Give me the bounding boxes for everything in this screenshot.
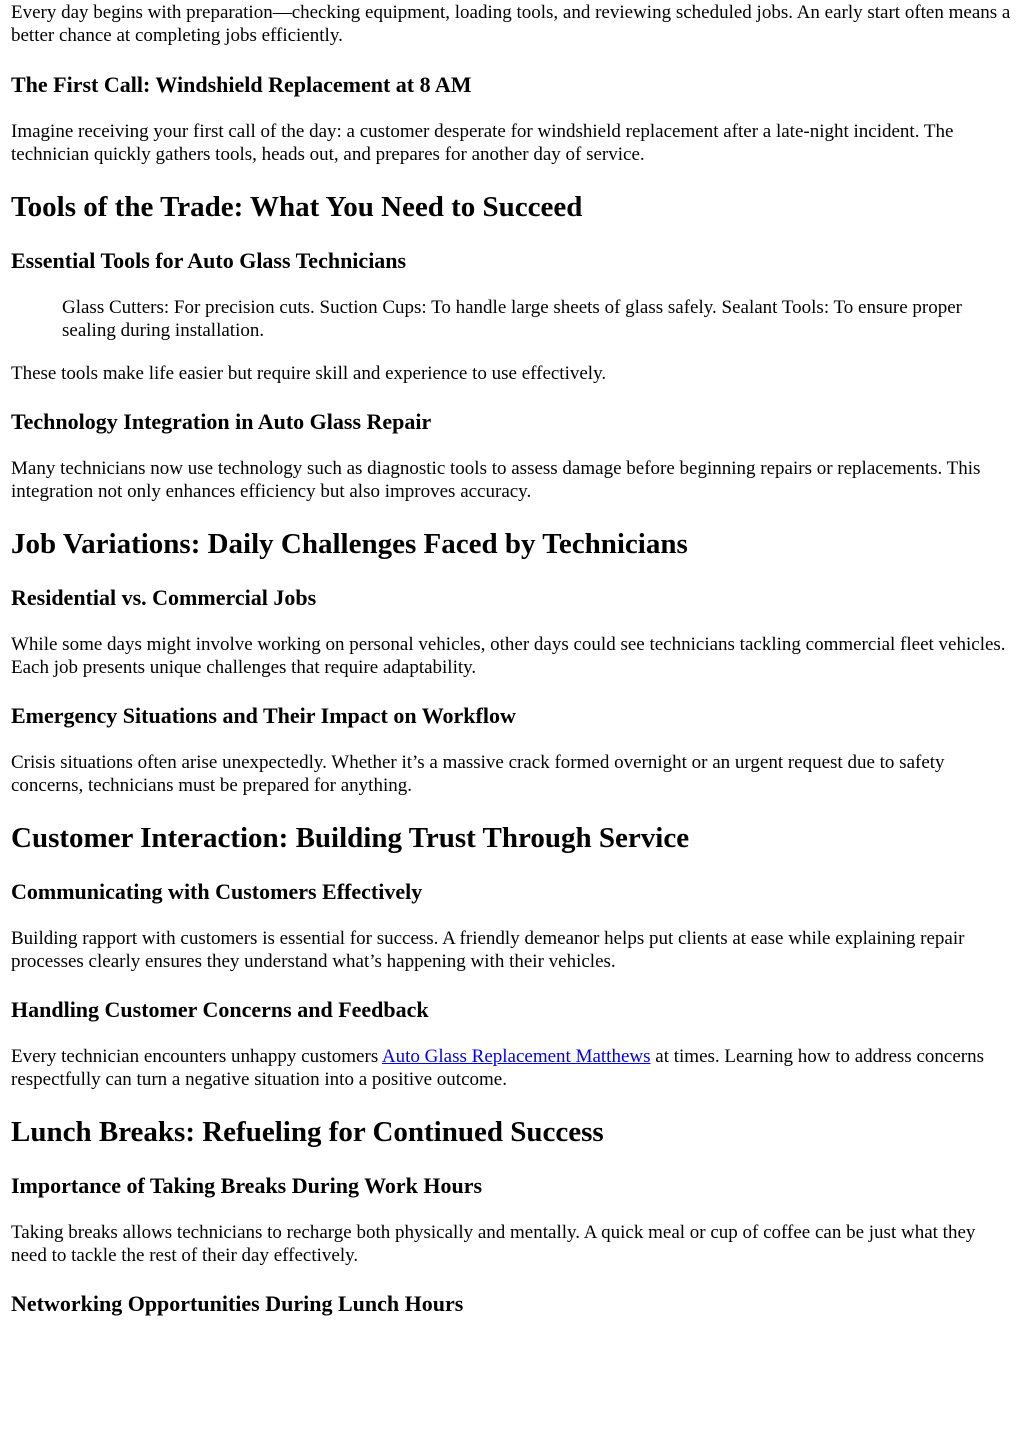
communicating-paragraph: Building rapport with customers is essential for success. A friendly demeanor helps put clients at ease while explaining repair processes clearly ensures they understand what’s happening with their vehicles. bbox=[11, 928, 965, 972]
heading-job-variations: Job Variations: Daily Challenges Faced by Technicians bbox=[11, 528, 688, 560]
first-call-paragraph: Imagine receiving your first call of the day: a customer desperate for windshield replacement after a late-night incident. The technician quickly gathers tools, heads out, and prepares for another day of service. bbox=[11, 121, 954, 165]
auto-glass-matthews-link[interactable]: Auto Glass Replacement Matthews bbox=[381, 1046, 651, 1067]
residential-paragraph: While some days might involve working on personal vehicles, other days could see technicians tackling commercial fleet vehicles. Each job presents unique challenges that require adaptability. bbox=[11, 634, 1006, 678]
heading-tools-of-the-trade: Tools of the Trade: What You Need to Succeed bbox=[11, 191, 583, 223]
concerns-paragraph bbox=[11, 1045, 1013, 1091]
technology-paragraph: Many technicians now use technology such as diagnostic tools to assess damage before beginning repairs or replacements. This integration not only enhances efficiency but also improves accuracy. bbox=[11, 458, 981, 502]
heading-lunch-breaks: Lunch Breaks: Refueling for Continued Success bbox=[11, 1116, 604, 1148]
breaks-paragraph: Taking breaks allows technicians to recharge both physically and mentally. A quick meal or cup of coffee can be just what they need to tackle the rest of their day effectively. bbox=[11, 1222, 976, 1266]
heading-customer-interaction: Customer Interaction: Building Trust Through Service bbox=[11, 822, 690, 854]
article-body bbox=[0, 1, 1024, 1317]
concerns-text-after: at times. Learning how to address concerns respectfully can turn a negative situation into a positive outcome. bbox=[11, 1046, 984, 1090]
essential-tools-paragraph: These tools make life easier but require skill and experience to use effectively. bbox=[11, 363, 607, 384]
intro-paragraph: Every day begins with preparation—checking equipment, loading tools, and reviewing scheduled jobs. An early start often means a better chance at completing jobs efficiently. bbox=[11, 2, 1011, 46]
heading-emergency-situations: Emergency Situations and Their Impact on Workflow bbox=[11, 703, 516, 728]
heading-first-call: The First Call: Windshield Replacement at 8 AM bbox=[11, 72, 472, 97]
essential-tools-quote: Glass Cutters: For precision cuts. Suction Cups: To handle large sheets of glass safely. Sealant Tools: To ensure proper sealing during installation. bbox=[62, 297, 962, 341]
heading-essential-tools: Essential Tools for Auto Glass Technicians bbox=[11, 248, 407, 273]
emergency-paragraph: Crisis situations often arise unexpectedly. Whether it’s a massive crack formed overnight or an urgent request due to safety concerns, technicians must be prepared for anything. bbox=[11, 752, 945, 796]
heading-networking: Networking Opportunities During Lunch Hours bbox=[11, 1291, 464, 1316]
heading-technology-integration: Technology Integration in Auto Glass Repair bbox=[11, 409, 432, 434]
heading-communicating: Communicating with Customers Effectively bbox=[11, 879, 423, 904]
concerns-text-before: Every technician encounters unhappy customers bbox=[11, 1046, 382, 1067]
heading-importance-breaks: Importance of Taking Breaks During Work Hours bbox=[11, 1173, 483, 1198]
heading-customer-concerns: Handling Customer Concerns and Feedback bbox=[11, 997, 429, 1022]
heading-residential-commercial: Residential vs. Commercial Jobs bbox=[11, 585, 317, 610]
